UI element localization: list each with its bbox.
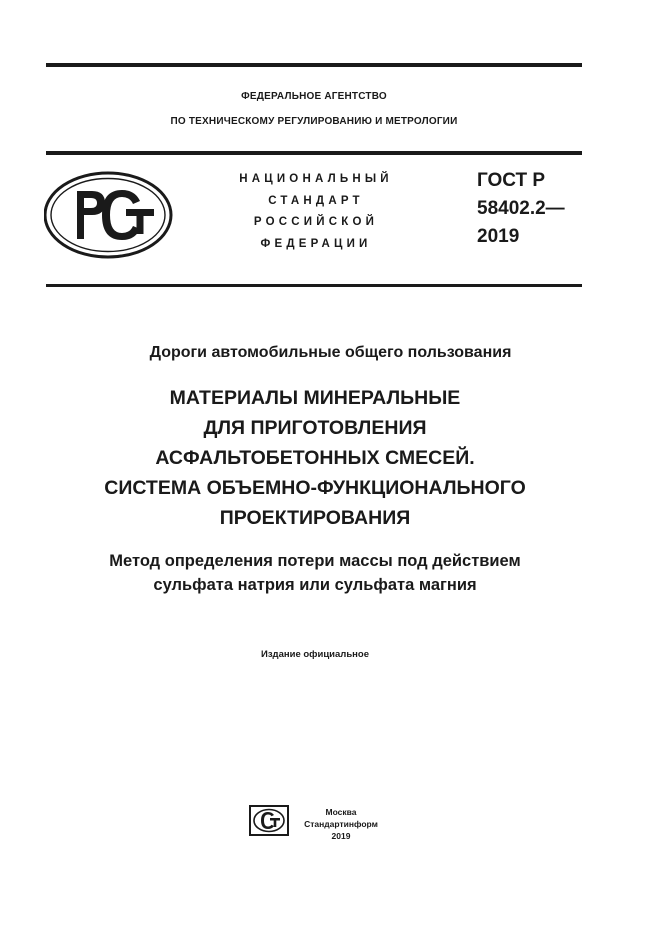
designation-line2: 58402.2— [477,198,565,219]
header-rule [46,151,582,155]
designation-line3: 2019 [477,226,520,247]
method-line2: сульфата натрия или сульфата магния [153,576,477,594]
agency-name-line2: ПО ТЕХНИЧЕСКОМУ РЕГУЛИРОВАНИЮ И МЕТРОЛОГИИ [170,116,458,127]
standartinform-logo-icon [249,805,289,836]
title-line4: СИСТЕМА ОБЪЕМНО-ФУНКЦИОНАЛЬНОГО [104,477,526,499]
national-standard-line3: РОССИЙСКОЙ [253,216,379,228]
header-bottom-rule [46,284,582,287]
document-subtitle: Дороги автомобильные общего пользования [149,344,512,361]
national-standard-line1: НАЦИОНАЛЬНЫЙ [239,173,393,185]
edition-note: Издание официальное [261,649,369,660]
title-line3: АСФАЛЬТОБЕТОННЫХ СМЕСЕЙ. [155,447,475,469]
agency-name-line1: ФЕДЕРАЛЬНОЕ АГЕНТСТВО [241,91,387,102]
publisher-year: 2019 [331,831,351,841]
top-rule [46,63,582,67]
publisher-block [296,806,386,842]
national-standard-line4: ФЕДЕРАЦИИ [260,237,372,250]
standard-designation [477,167,565,251]
document-title [0,383,630,533]
national-standard-line2: СТАНДАРТ [268,194,364,207]
rst-certification-mark-icon [44,171,174,259]
method-title [0,549,630,597]
publisher-name: Стандартинформ [304,819,378,829]
title-line2: ДЛЯ ПРИГОТОВЛЕНИЯ [203,417,427,439]
designation-line1: ГОСТ Р [477,170,546,191]
title-line5: ПРОЕКТИРОВАНИЯ [219,507,411,529]
method-line1: Метод определения потери массы под действием [109,552,521,570]
publisher-city: Москва [325,807,357,817]
national-standard-label [216,169,416,255]
title-line1: МАТЕРИАЛЫ МИНЕРАЛЬНЫЕ [169,387,461,409]
